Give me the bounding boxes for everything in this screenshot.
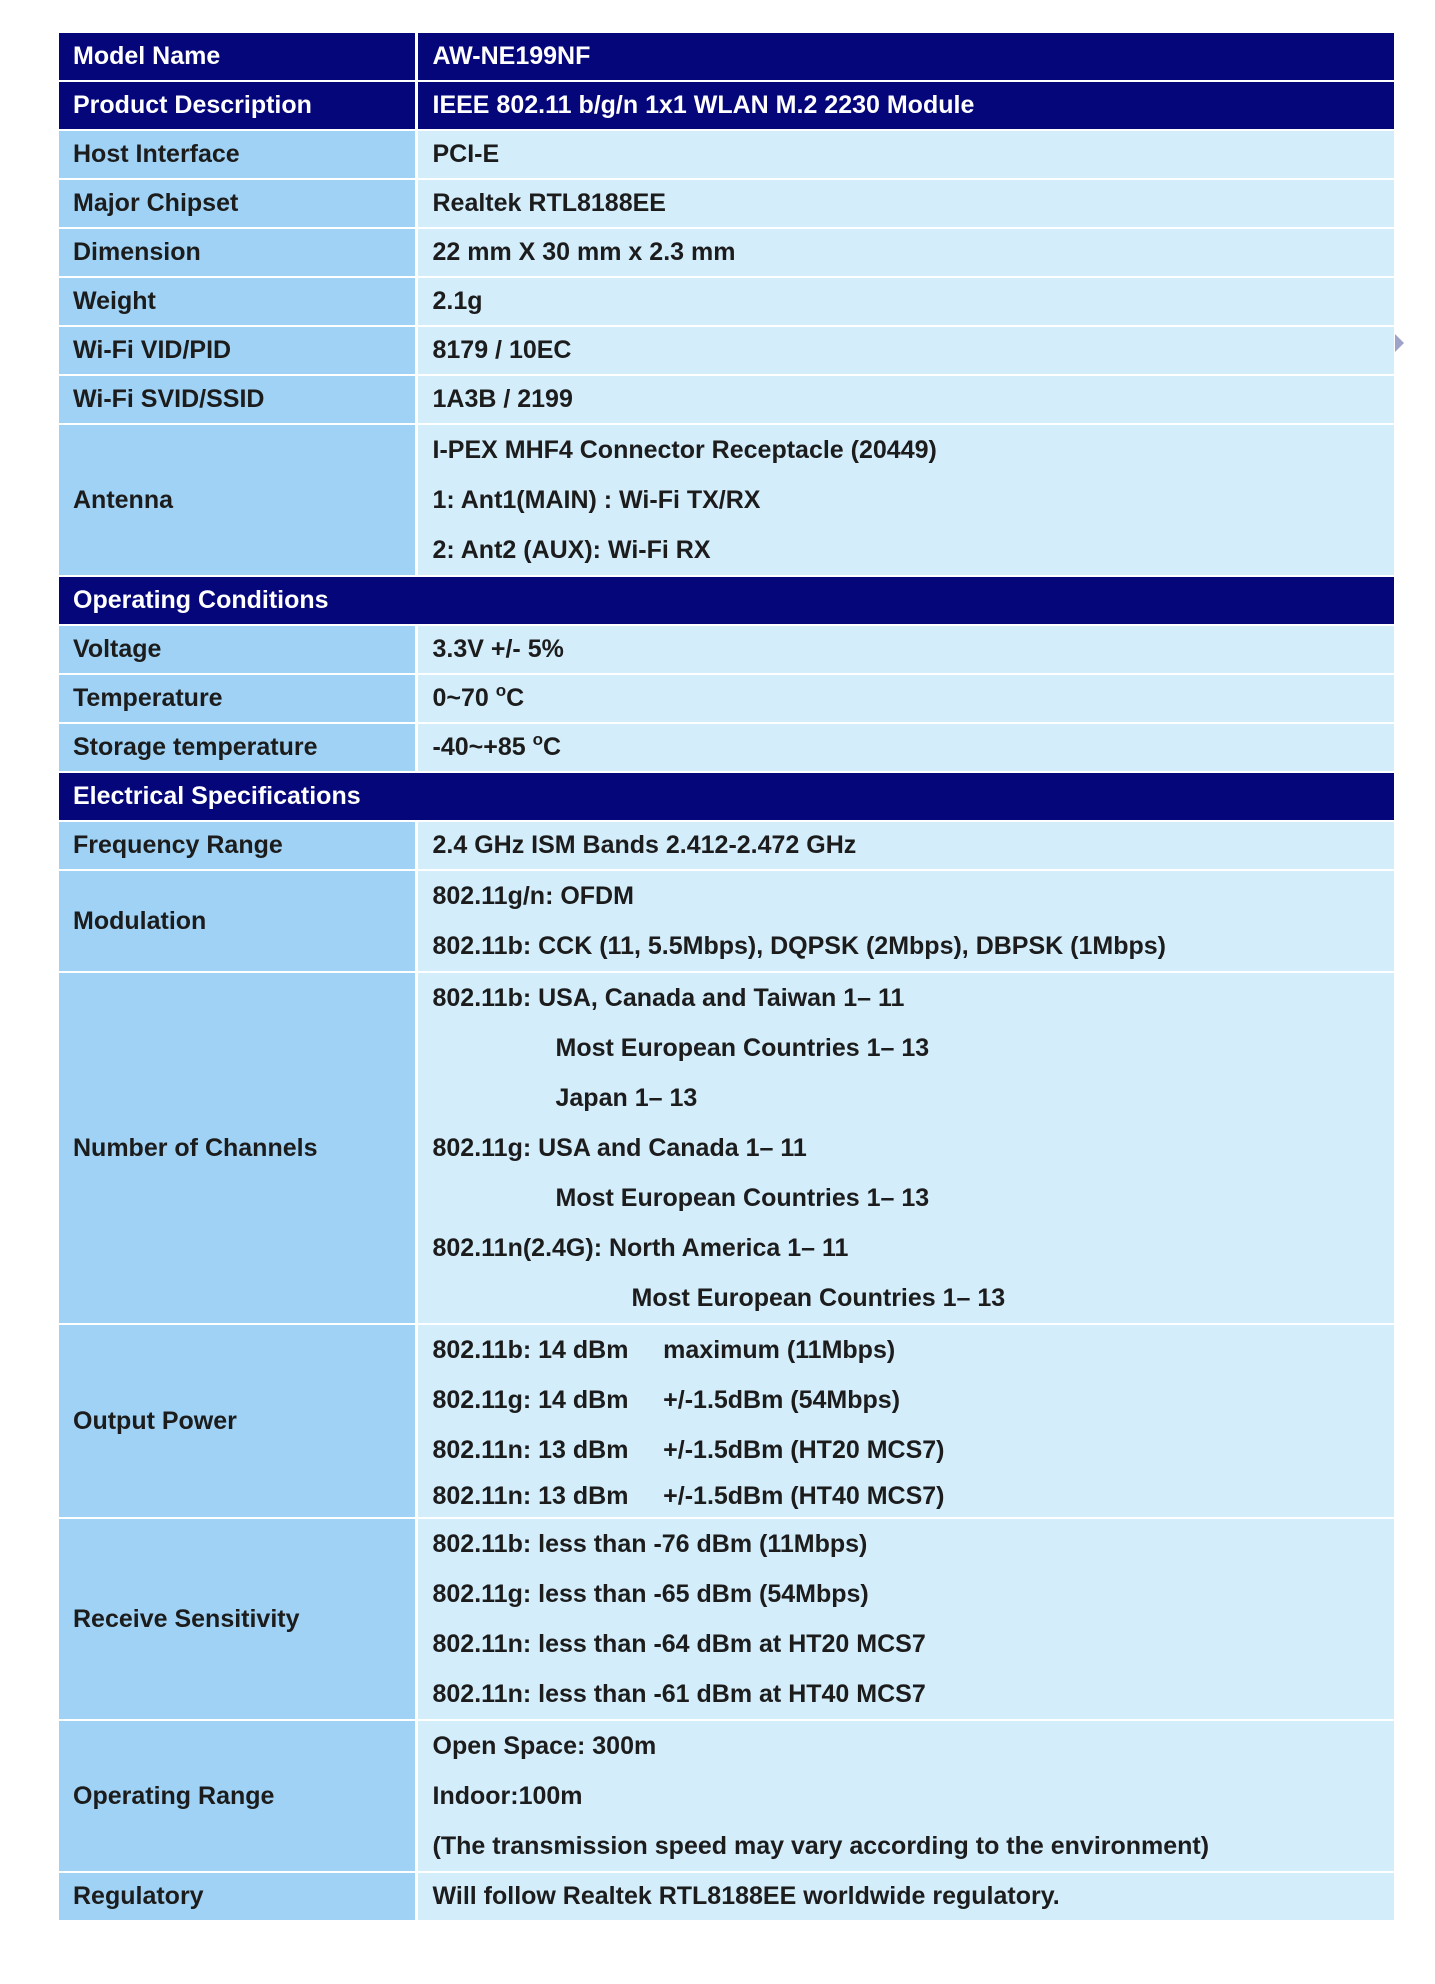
host-interface-label: Host Interface — [59, 130, 416, 179]
weight-label: Weight — [59, 277, 416, 326]
host-interface-value: PCI-E — [416, 130, 1394, 179]
temperature-label: Temperature — [59, 674, 416, 723]
table-row — [59, 424, 1394, 576]
degree-sign: o — [532, 730, 543, 749]
output-power-label: Output Power — [59, 1324, 416, 1518]
major-chipset-label: Major Chipset — [59, 179, 416, 228]
channels-line: 802.11n(2.4G): North America 1– 11 — [432, 1234, 849, 1262]
table-row — [59, 326, 1394, 375]
page-edge-marker — [1395, 334, 1404, 352]
operating-range-line: Indoor:100m — [432, 1782, 583, 1810]
antenna-label: Antenna — [59, 424, 416, 576]
section-title: Electrical Specifications — [59, 772, 1394, 821]
table-row — [59, 674, 1394, 723]
temperature-value — [416, 674, 1394, 723]
storage-temperature-range: -40~+85 — [432, 733, 526, 761]
frequency-range-value: 2.4 GHz ISM Bands 2.412-2.472 GHz — [416, 821, 1394, 870]
electrical-specifications-header — [59, 772, 1394, 821]
voltage-value: 3.3V +/- 5% — [416, 625, 1394, 674]
operating-conditions-header — [59, 576, 1394, 625]
number-of-channels-value — [416, 972, 1394, 1324]
regulatory-value: Will follow Realtek RTL8188EE worldwide regulatory. — [416, 1872, 1394, 1921]
receive-sensitivity-value — [416, 1518, 1394, 1720]
table-row — [59, 179, 1394, 228]
table-row — [59, 625, 1394, 674]
spec-table — [59, 31, 1394, 1922]
wifi-vid-pid-value: 8179 / 10EC — [416, 326, 1394, 375]
output-power-value — [416, 1324, 1394, 1518]
top-strip — [0, 0, 1435, 26]
table-row — [59, 228, 1394, 277]
table-row — [59, 1872, 1394, 1921]
receive-sensitivity-label: Receive Sensitivity — [59, 1518, 416, 1720]
model-name-label: Model Name — [59, 32, 416, 81]
wifi-svid-ssid-value: 1A3B / 2199 — [416, 375, 1394, 424]
storage-temperature-value — [416, 723, 1394, 772]
modulation-line: 802.11g/n: OFDM — [432, 882, 634, 910]
frequency-range-label: Frequency Range — [59, 821, 416, 870]
model-name-value: AW-NE199NF — [416, 32, 1394, 81]
operating-range-label: Operating Range — [59, 1720, 416, 1872]
channels-line: Most European Countries 1– 13 — [555, 1184, 930, 1212]
table-row — [59, 1324, 1394, 1518]
table-row — [59, 277, 1394, 326]
channels-line: Japan 1– 13 — [555, 1084, 698, 1112]
table-row — [59, 81, 1394, 130]
table-row — [59, 1518, 1394, 1720]
table-row — [59, 375, 1394, 424]
modulation-value — [416, 870, 1394, 972]
weight-value: 2.1g — [416, 277, 1394, 326]
antenna-line: 2: Ant2 (AUX): Wi-Fi RX — [432, 536, 711, 564]
receive-sensitivity-line: 802.11b: less than -76 dBm (11Mbps) — [432, 1530, 868, 1558]
output-power-line: 802.11n: 13 dBm +/-1.5dBm (HT40 MCS7) — [432, 1482, 945, 1510]
section-title: Operating Conditions — [59, 576, 1394, 625]
product-description-value: IEEE 802.11 b/g/n 1x1 WLAN M.2 2230 Module — [416, 81, 1394, 130]
table-row — [59, 723, 1394, 772]
antenna-value — [416, 424, 1394, 576]
channels-line: 802.11b: USA, Canada and Taiwan 1– 11 — [432, 984, 905, 1012]
product-description-label: Product Description — [59, 81, 416, 130]
channels-line: 802.11g: USA and Canada 1– 11 — [432, 1134, 807, 1162]
temperature-range: 0~70 — [432, 684, 489, 712]
output-power-line: 802.11g: 14 dBm +/-1.5dBm (54Mbps) — [432, 1386, 901, 1414]
modulation-line: 802.11b: CCK (11, 5.5Mbps), DQPSK (2Mbps), DBPSK (1Mbps) — [432, 932, 1166, 960]
channels-line: Most European Countries 1– 13 — [631, 1284, 1006, 1312]
antenna-line: 1: Ant1(MAIN) : Wi-Fi TX/RX — [432, 486, 761, 514]
table-row — [59, 1720, 1394, 1872]
receive-sensitivity-line: 802.11n: less than -64 dBm at HT20 MCS7 — [432, 1630, 926, 1658]
antenna-line: I-PEX MHF4 Connector Receptacle (20449) — [432, 436, 937, 464]
table-row — [59, 130, 1394, 179]
operating-range-line: Open Space: 300m — [432, 1732, 657, 1760]
dimension-value: 22 mm X 30 mm x 2.3 mm — [416, 228, 1394, 277]
wifi-vid-pid-label: Wi-Fi VID/PID — [59, 326, 416, 375]
modulation-label: Modulation — [59, 870, 416, 972]
degree-sign: o — [495, 681, 507, 700]
wifi-svid-ssid-label: Wi-Fi SVID/SSID — [59, 375, 416, 424]
table-row — [59, 972, 1394, 1324]
number-of-channels-label: Number of Channels — [59, 972, 416, 1324]
output-power-line: 802.11n: 13 dBm +/-1.5dBm (HT20 MCS7) — [432, 1436, 945, 1464]
regulatory-label: Regulatory — [59, 1872, 416, 1921]
major-chipset-value: Realtek RTL8188EE — [416, 179, 1394, 228]
voltage-label: Voltage — [59, 625, 416, 674]
table-row — [59, 870, 1394, 972]
channels-line: Most European Countries 1– 13 — [555, 1034, 930, 1062]
storage-temperature-unit: C — [542, 733, 562, 761]
table-row — [59, 821, 1394, 870]
output-power-line: 802.11b: 14 dBm maximum (11Mbps) — [432, 1336, 896, 1364]
receive-sensitivity-line: 802.11n: less than -61 dBm at HT40 MCS7 — [432, 1680, 926, 1708]
table-row — [59, 32, 1394, 81]
dimension-label: Dimension — [59, 228, 416, 277]
operating-range-value — [416, 1720, 1394, 1872]
temperature-unit: C — [506, 684, 525, 712]
storage-temperature-label: Storage temperature — [59, 723, 416, 772]
receive-sensitivity-line: 802.11g: less than -65 dBm (54Mbps) — [432, 1580, 869, 1608]
operating-range-line: (The transmission speed may vary according to the environment) — [432, 1832, 1210, 1860]
